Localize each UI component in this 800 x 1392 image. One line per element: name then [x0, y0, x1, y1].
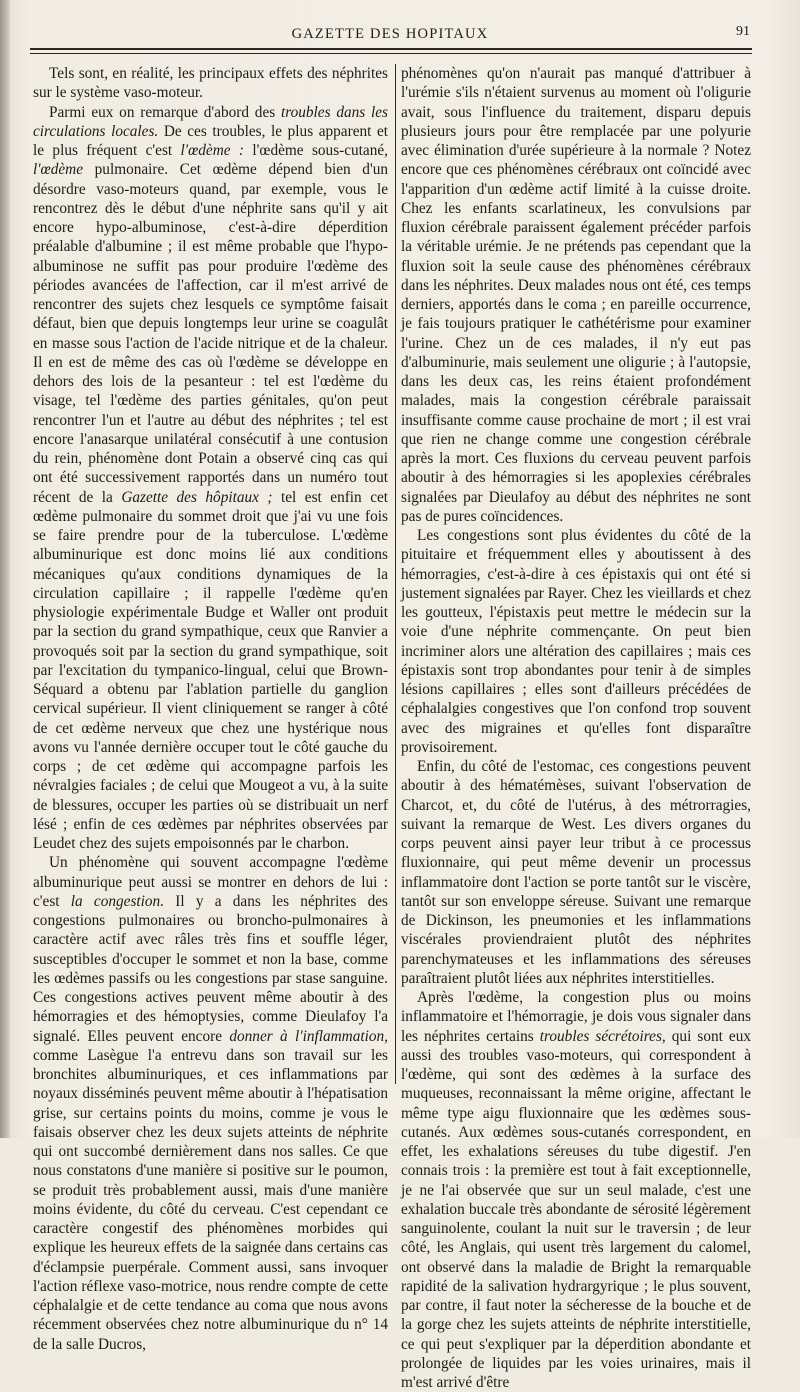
- journal-title: GAZETTE DES HOPITAUX: [291, 26, 489, 42]
- binding-shadow: [0, 0, 10, 1138]
- paragraph: Tels sont, en réalité, les principaux effets des néphrites sur le système vaso-moteur.: [33, 65, 388, 102]
- italic-phrase: troubles dans les circulations locales.: [33, 103, 388, 140]
- page-number: 91: [736, 24, 750, 39]
- italic-phrase: l'œdème :: [180, 142, 245, 159]
- italic-phrase: troubles sécrétoires,: [539, 1027, 666, 1045]
- header-rule-thick: [30, 48, 752, 50]
- paragraph: Enfin, du côté de l'estomac, ces congestions peuvent aboutir à des hématémèses, suivant l'observation de Charcot, et, du côté de l'utérus, à des métrorragies, suivant la remarque de West. Les divers organes du corps peuvent ainsi payer leur tribut à ce processus fluxionnaire, qui peut même devenir un processus inflammatoire dont l'action se porte tantôt sur le viscère, tantôt sur son enveloppe séreuse. Suivant une remarque de Dickinson, les pneumonies et les inflammations viscérales proviendraient plutôt des néphrites parenchymateuses et les inflammations des séreuses paraîtraient plutôt liées aux néphrites interstitielles.: [401, 758, 751, 987]
- italic-phrase: donner à l'inflammation,: [229, 1027, 388, 1045]
- paragraph: Les congestions sont plus évidentes du côté de la pituitaire et fréquemment elles y aboutissent à des hémorragies, c'est-à-dire à ces épistaxis qui ont été si justement signalées par Rayer. Chez les vieillards et chez les goutteux, l'épistaxis peut mettre le médecin sur la voie d'une néphrite commençante. On peut bien incriminer alors une altération des capillaires ; mais ces épistaxis sont trop abondantes pour tenir à de simples lésions capillaires ; elles sont d'ailleurs précédées de céphalalgies congestives que l'on confond trop souvent avec des migraines et qu'elles font disparaître provisoirement.: [401, 527, 751, 756]
- paragraph: phénomènes qu'on n'aurait pas manqué d'attribuer à l'urémie s'ils n'étaient survenus au moment où l'oligurie avait, sous l'influence du traitement, disparu depuis plusieurs jours pour être remplacée par une polyurie avec élimination d'urée supérieure à la normale ? Notez encore que ces phénomènes cérébraux ont coïncidé avec l'apparition d'un œdème actif limité à la cuisse droite. Chez les enfants scarlatineux, les convulsions par fluxion cérébrale paraissent également précéder parfois la véritable urémie. Je ne prétends pas cependant que la fluxion soit la seule cause des phénomènes cérébraux dans les néphrites. Deux malades nous ont été, ces temps derniers, apportés dans le coma ; en pareille occurrence, je fais toujours pratiquer le cathétérisme pour examiner l'urine. Chez un de ces malades, il n'y eut pas d'albuminurie, mais seulement une oligurie ; à l'autopsie, dans les deux cas, les reins étaient profondément malades, mais la congestion cérébrale paraissait insuffisante comme cause prochaine de mort ; il est vrai que rien ne change comme une congestion cérébrale après la mort. Ces fluxions du cerveau peuvent parfois aboutir à des hémorragies si les apoplexies cérébrales signalées par Dieulafoy au début des néphrites ne sont pas de pures coïncidences.: [401, 65, 751, 525]
- italic-phrase: Gazette des hôpitaux ;: [121, 488, 273, 506]
- paragraph: Parmi eux on remarque d'abord des troubles dans les circulations locales. De ces troubles, le plus apparent et le plus fréquent c'est l'œdème : l'œdème sous-cutané, l'œdème pulmonaire. Cet œdème dépend bien d'un désordre vaso-moteurs quand, par exemple, vous le rencontrez dès le début d'une néphrite sans qu'il y ait encore hypo-albuminose, c'est-à-dire déperdition préalable d'albumine ; il est même probable que l'hypo-albuminose ne suffit pas pour produire l'œdème des périodes avancées de l'affection, car il m'est arrivé de rencontrer des sujets chez lesquels ce symptôme faisait défaut, bien que depuis longtemps leur urine se coagulât en masse sous l'action de l'acide nitrique et de la chaleur. Il en est de même des cas où l'œdème se développe en dehors des lois de la pesanteur : tel est l'œdème du visage, tel l'œdème des parties génitales, qu'on peut rencontrer l'un et l'autre au début des néphrites ; tel est encore l'anasarque unilatéral consécutif à une contusion du rein, phénomène dont Potain a observé cinq cas qui ont été successivement rapportés dans un numéro tout récent de la Gazette des hôpitaux ; tel est enfin cet œdème pulmonaire du sommet droit que j'ai vu une fois se faire prendre pour de la tuberculose. L'œdème albuminurique est donc moins lié aux conditions mécaniques qu'aux conditions dynamiques de la circulation capillaire ; il rappelle l'œdème qu'en physiologie expérimentale Budge et Waller ont produit par la section du grand sympathique, ceux que Ranvier a provoqués soit par la section du grand sympathique, soit par l'excitation du tympanico-lingual, celui que Brown-Séquard a obtenu par l'ablation partielle du ganglion cervical supérieur. Il vient cliniquement se ranger à côté de cet œdème nerveux que chez une hystérique nous avons vu l'année dernière occuper tout le côté gauche du corps ; de cet œdème qui accompagne parfois les névralgies faciales ; de celui que Mougeot a vu, à la suite de blessures, occuper les parties où se distribuait un nerf lésé ; enfin de ces œdèmes par néphrites observées par Leudet chez des sujets empoisonnés par le charbon.: [33, 103, 389, 852]
- italic-phrase: la congestion.: [70, 892, 165, 910]
- italic-phrase: l'œdème: [33, 161, 83, 179]
- paragraph: Après l'œdème, la congestion plus ou moins inflammatoire et l'hémorragie, je dois vous signaler dans les néphrites certains troubles sécrétoires, qui sont eux aussi des troubles vaso-moteurs, qui correspondent à l'œdème, qui sont des œdèmes à la surface des muqueuses, reconnaissant la même origine, affectant le même type aigu fluxionnaire que les œdèmes sous-cutanés. Aux œdèmes sous-cutanés correspondent, en effet, les exhalations séreuses du tube digestif. J'en connais trois : la première est tout à fait exceptionnelle, je ne l'ai observée que sur un seul malade, c'est une exhalation buccale très abondante de sérosité légèrement sanguinolente, coulant la nuit sur le traversin ; de leur côté, les Anglais, qui usent très largement du calomel, ont observé dans la maladie de Bright la remarquable rapidité de la salivation hydrargyrique ; le plus souvent, par contre, il faut noter la sécheresse de la bouche et de la gorge chez les sujets atteints de néphrite interstitielle, ce qui peut s'expliquer par la déperdition abondante et prolongée de liquides par les voies urinaires, mais il m'est arrivé d'être: [401, 989, 751, 1391]
- left-column: [33, 64, 388, 1354]
- column-divider: [395, 64, 396, 1084]
- page-header: [30, 24, 750, 46]
- paragraph: Un phénomène qui souvent accompagne l'œdème albuminurique peut aussi se montrer en dehors de lui : c'est la congestion. Il y a dans les néphrites des congestions pulmonaires ou broncho-pulmonaires à caractère actif avec râles très fins et souffle léger, susceptibles d'occuper le sommet et non la base, comme les œdèmes passifs ou les congestions par stase sanguine. Ces congestions actives peuvent même aboutir à des hémorragies et des hémoptysies, comme Dieulafoy l'a signalé. Elles peuvent encore donner à l'inflammation, comme Lasègue l'a entrevu dans son travail sur les bronchites albuminuriques, et ces inflammations par noyaux disséminés peuvent même aboutir à l'hépatisation grise, sur certains points du moins, comme je vous le faisais observer chez les deux sujets atteints de néphrite qui ont succombé dernièrement dans nos salles. Ce que nous constatons d'une manière si positive sur le poumon, se produit très probablement aussi, mais d'une manière moins évidente, du côté du cerveau. C'est cependant ce caractère congestif des phénomènes morbides qui explique les heureux effets de la saignée dans certains cas d'éclampsie puerpérale. Comment aussi, sans invoquer l'action réflexe vaso-motrice, nous rendre compte de cette céphalalgie et de cette tendance au coma que nous avons récemment observées chez notre albuminurique du n° 14 de la salle Ducros,: [33, 854, 388, 1353]
- header-rule-thin: [30, 53, 752, 54]
- right-column: [401, 64, 751, 1392]
